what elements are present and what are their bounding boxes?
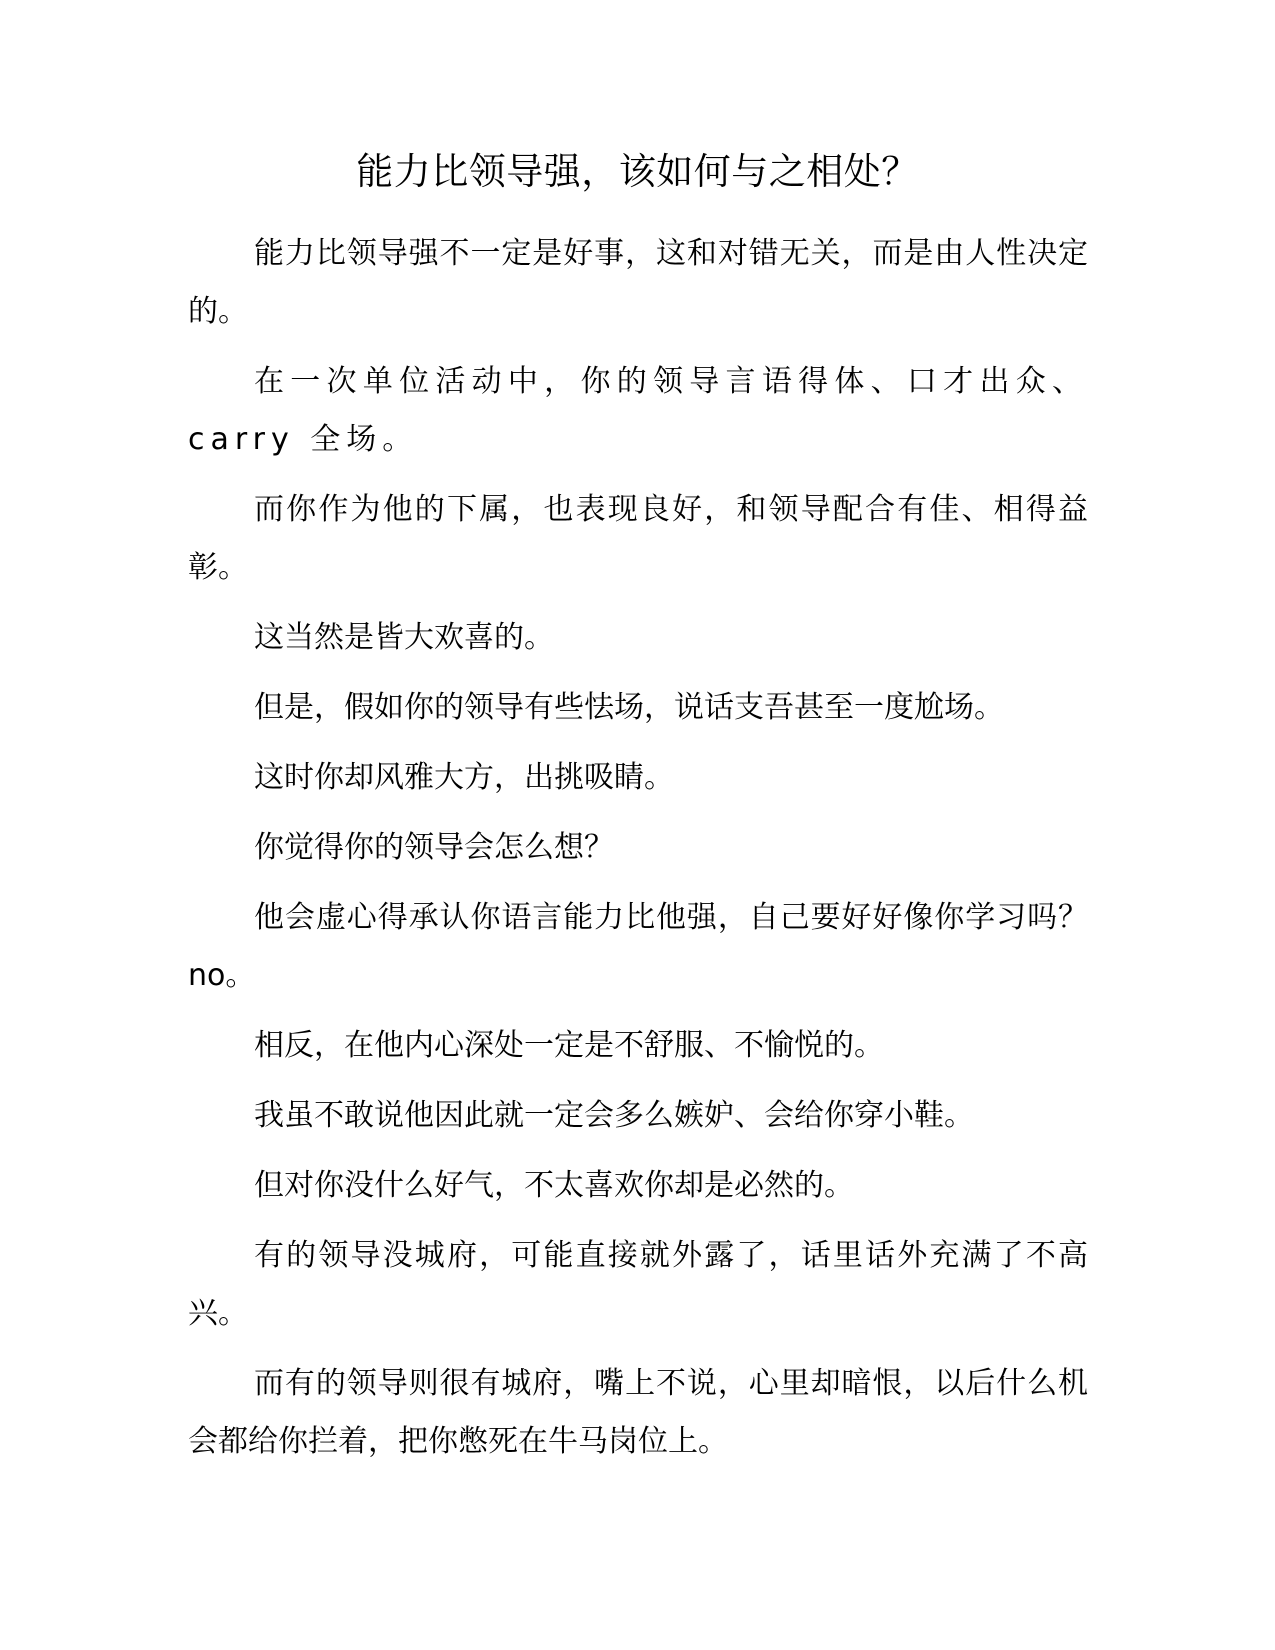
paragraph: 相反，在他内心深处一定是不舒服、不愉悦的。 bbox=[254, 1028, 884, 1063]
paragraph: 这时你却风雅大方，出挑吸睛。 bbox=[254, 760, 674, 795]
paragraph: 在一次单位活动中，你的领导言语得体、口才出众、carry 全场。 bbox=[188, 364, 1088, 457]
paragraph: 有的领导没城府，可能直接就外露了，话里话外充满了不高兴。 bbox=[188, 1238, 1088, 1331]
paragraph: 但对你没什么好气，不太喜欢你却是必然的。 bbox=[254, 1168, 854, 1203]
paragraph: 而你作为他的下属，也表现良好，和领导配合有佳、相得益彰。 bbox=[188, 492, 1088, 585]
paragraph: 这当然是皆大欢喜的。 bbox=[254, 620, 554, 655]
paragraph: 但是，假如你的领导有些怯场，说话支吾甚至一度尬场。 bbox=[254, 690, 1004, 725]
paragraph: 你觉得你的领导会怎么想？ bbox=[254, 830, 614, 865]
document-body bbox=[188, 225, 1088, 1483]
document-title: 能力比领导强，该如何与之相处？ bbox=[356, 150, 919, 193]
paragraph: 我虽不敢说他因此就一定会多么嫉妒、会给你穿小鞋。 bbox=[254, 1098, 974, 1133]
paragraph: 而有的领导则很有城府，嘴上不说，心里却暗恨，以后什么机会都给你拦着，把你憋死在牛马岗位上。 bbox=[188, 1366, 1088, 1459]
paragraph: 能力比领导强不一定是好事，这和对错无关，而是由人性决定的。 bbox=[188, 236, 1088, 329]
paragraph: 他会虚心得承认你语言能力比他强，自己要好好像你学习吗？no。 bbox=[188, 900, 1088, 993]
